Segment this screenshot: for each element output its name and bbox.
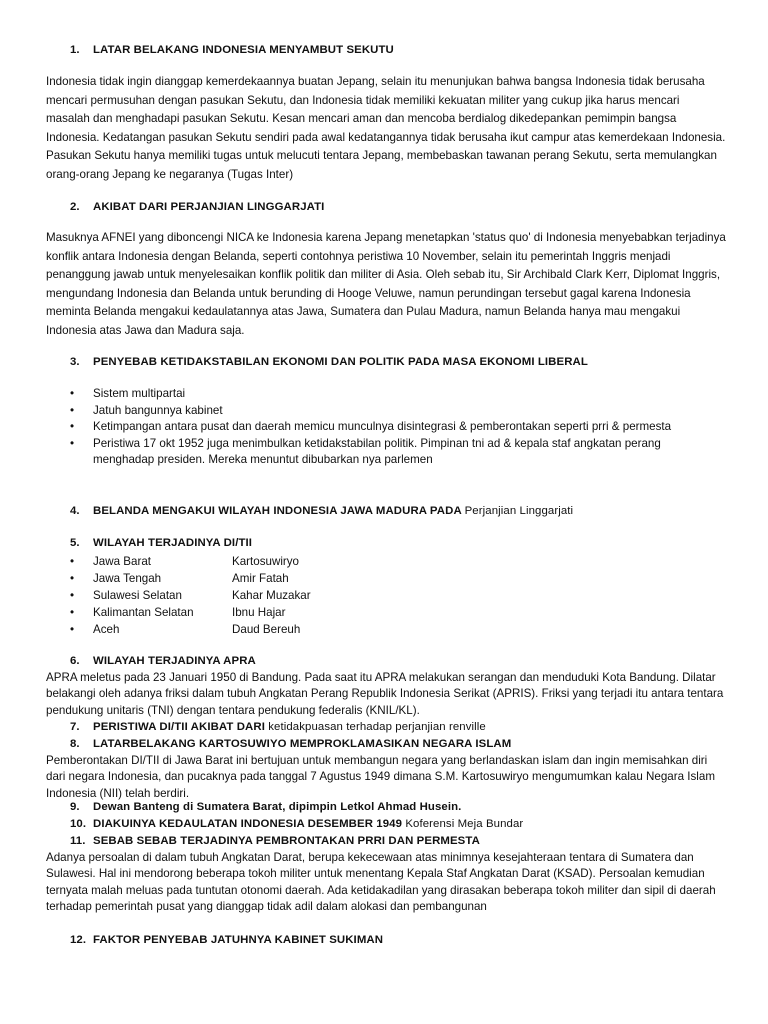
bullet-icon: • [70, 606, 75, 620]
section-number: 12. [70, 934, 87, 946]
section-title: DIAKUINYA KEDAULATAN INDONESIA DESEMBER 1949 [93, 818, 403, 830]
section-number: 5. [70, 537, 80, 549]
section-title-suffix: ketidakpuasan terhadap perjanjian renville [268, 721, 486, 733]
region-cell: Kalimantan Selatan [93, 606, 194, 620]
section-5-heading [70, 537, 252, 549]
section-title: FAKTOR PENYEBAB JATUHNYA KABINET SUKIMAN [93, 934, 384, 946]
section-title: LATARBELAKANG KARTOSUWIYO MEMPROKLAMASIKAN NEGARA ISLAM [93, 738, 512, 750]
section-number: 4. [70, 505, 80, 517]
section-title-suffix: Koferensi Meja Bundar [405, 818, 524, 830]
leader-cell: Kartosuwiryo [232, 555, 300, 568]
list-item [70, 386, 720, 403]
bullet-icon: • [70, 623, 75, 637]
section-number: 1. [70, 44, 80, 56]
section-title: AKIBAT DARI PERJANJIAN LINGGARJATI [93, 201, 325, 213]
leader-cell: Ibnu Hajar [232, 606, 286, 620]
section-12-heading [70, 934, 383, 946]
section-11-body: Adanya persoalan di dalam tubuh Angkatan Darat, berupa kekecewaan atas minimnya kesejahteraan tentara di Sumatera dan Sulawesi. Hal ini mendorong beberapa tokoh militer untuk menentang Kepala Staf Angkatan Darat (KSAD). Persoalan kemudian ternyata malah meluas pada tuntutan otonomi daerah. Ada ketidakadilan yang dirasakan beberapa tokoh militer dan sipil di daerah terhadap pemerintah pusat yang dianggap tidak adil dalam alokasi dan pembangunan [46, 851, 716, 914]
region-cell: Jawa Barat [93, 555, 151, 568]
leader-cell: Kahar Muzakar [232, 589, 311, 603]
section-1-heading [70, 44, 394, 56]
section-title: WILAYAH TERJADINYA DI/TII [93, 537, 253, 549]
section-6-heading [70, 655, 256, 667]
list-item [70, 403, 720, 420]
section-8-heading [70, 738, 511, 750]
section-number: 11. [70, 835, 86, 847]
region-cell: Sulawesi Selatan [93, 589, 182, 603]
region-cell: Aceh [93, 623, 120, 637]
section-title: BELANDA MENGAKUI WILAYAH INDONESIA JAWA MADURA PADA [93, 505, 462, 517]
bullet-icon: • [70, 589, 75, 603]
section-number: 8. [70, 738, 80, 750]
region-cell: Jawa Tengah [93, 572, 162, 586]
section-title: LATAR BELAKANG INDONESIA MENYAMBUT SEKUTU [93, 44, 394, 56]
section-10-heading [70, 818, 523, 830]
section-3-bullet-list [70, 386, 720, 469]
section-8-body: Pemberontakan DI/TII di Jawa Barat ini bertujuan untuk membangun negara yang berlandaskan islam dan ingin memisahkan diri dari negara Indonesia, dan pucaknya pada tanggal 7 Agustus 1949 dimana S.M. Kartosuwiryo mengumumkan kalau Negara Islam Indonesia (NII) telah berdiri. [46, 754, 715, 800]
section-title: Dewan Banteng di Sumatera Barat, dipimpin Letkol Ahmad Husein. [93, 801, 462, 813]
list-item-text: Sistem multipartai [93, 387, 186, 400]
section-11-heading [70, 835, 480, 847]
bullet-icon: • [70, 436, 75, 450]
section-3-heading [70, 356, 588, 368]
section-number: 9. [70, 801, 80, 813]
leader-cell: Amir Fatah [232, 572, 289, 586]
section-2-heading [70, 201, 324, 213]
section-title: PENYEBAB KETIDAKSTABILAN EKONOMI DAN POLITIK PADA MASA EKONOMI LIBERAL [93, 356, 588, 368]
section-1-body: Indonesia tidak ingin dianggap kemerdekaannya buatan Jepang, selain itu menunjukan bahwa bangsa Indonesia tidak berusaha mencari permusuhan dengan pasukan Sekutu, dan Indonesia tidak memiliki kekuatan militer yang cukup jika harus mencari masalah dan menghadapi pasukan Sekutu. Kesan mencari aman dan mencoba berdialog dikedepankan pemimpin bangsa Indonesia. Kedatangan pasukan Sekutu sendiri pada awal kedatangannya tidak berusaha ikut campur atas kemerdekaan Indonesia. Pasukan Sekutu hanya memiliki tugas untuk melucuti tentara Jepang, membebaskan tawanan perang Sekutu, serta memulangkan orang-orang Jepang ke negaranya (Tugas Inter) [46, 75, 726, 181]
bullet-icon: • [70, 403, 75, 417]
section-number: 7. [70, 721, 80, 733]
section-title: WILAYAH TERJADINYA APRA [93, 655, 256, 667]
section-7-heading [70, 721, 486, 733]
bullet-icon: • [70, 572, 75, 586]
section-2-body: Masuknya AFNEI yang diboncengi NICA ke Indonesia karena Jepang menetapkan 'status quo' di Indonesia menyebabkan terjadinya konflik antara Indonesia dengan Belanda, seperti contohnya peristiwa 10 November, selain itu pemerintah Inggris menjadi penanggung jawab untuk menyelesaikan konflik politik dan militer di Asia. Oleh sebab itu, Sir Archibald Clark Kerr, Diplomat Inggris, mengundang Indonesia dan Belanda untuk berunding di Hooge Veluwe, namun perundingan tersebut gagal karena Indonesia meminta Belanda mengakui kedaulatannya atas Jawa, Sumatera dan Pulau Madura, namun Belanda hanya mau mengakui Indonesia atas Jawa dan Madura saja. [46, 231, 726, 337]
bullet-icon: • [70, 387, 75, 400]
section-6-body: APRA meletus pada 23 Januari 1950 di Bandung. Pada saat itu APRA melakukan serangan dan menduduki Kota Bandung. Dilatar belakangi oleh adanya friksi dalam tubuh Angkatan Perang Republik Indonesia Serikat (APRIS). Friksi yang terjadi itu antara tentara pendukung unitaris (TNI) dengan tentara pendukung federalis (KNIL/KL). [46, 671, 724, 717]
list-item-text: Ketimpangan antara pusat dan daerah memicu munculnya disintegrasi & pemberontakan seperti prri & permesta [93, 420, 672, 434]
list-item-text: Jatuh bangunnya kabinet [93, 403, 223, 417]
section-title-suffix: Perjanjian Linggarjati [464, 505, 574, 517]
section-title: PERISTIWA DI/TII AKIBAT DARI [93, 721, 265, 733]
bullet-icon: • [70, 555, 75, 568]
list-item-text: Peristiwa 17 okt 1952 juga menimbulkan ketidakstabilan politik. Pimpinan tni ad & kepala staf angkatan perang menghadap presiden. Mereka menuntut dibubarkan nya parlemen [93, 436, 661, 467]
section-number: 6. [70, 655, 80, 667]
section-number: 10. [70, 818, 87, 830]
section-number: 2. [70, 201, 80, 213]
section-title: SEBAB SEBAB TERJADINYA PEMBRONTAKAN PRRI DAN PERMESTA [93, 835, 480, 847]
section-4-heading [70, 505, 573, 517]
section-number: 3. [70, 356, 80, 368]
leader-cell: Daud Bereuh [232, 623, 301, 637]
section-9-heading [70, 801, 461, 813]
bullet-icon: • [70, 420, 75, 434]
list-item [70, 419, 720, 436]
list-item [70, 436, 720, 469]
